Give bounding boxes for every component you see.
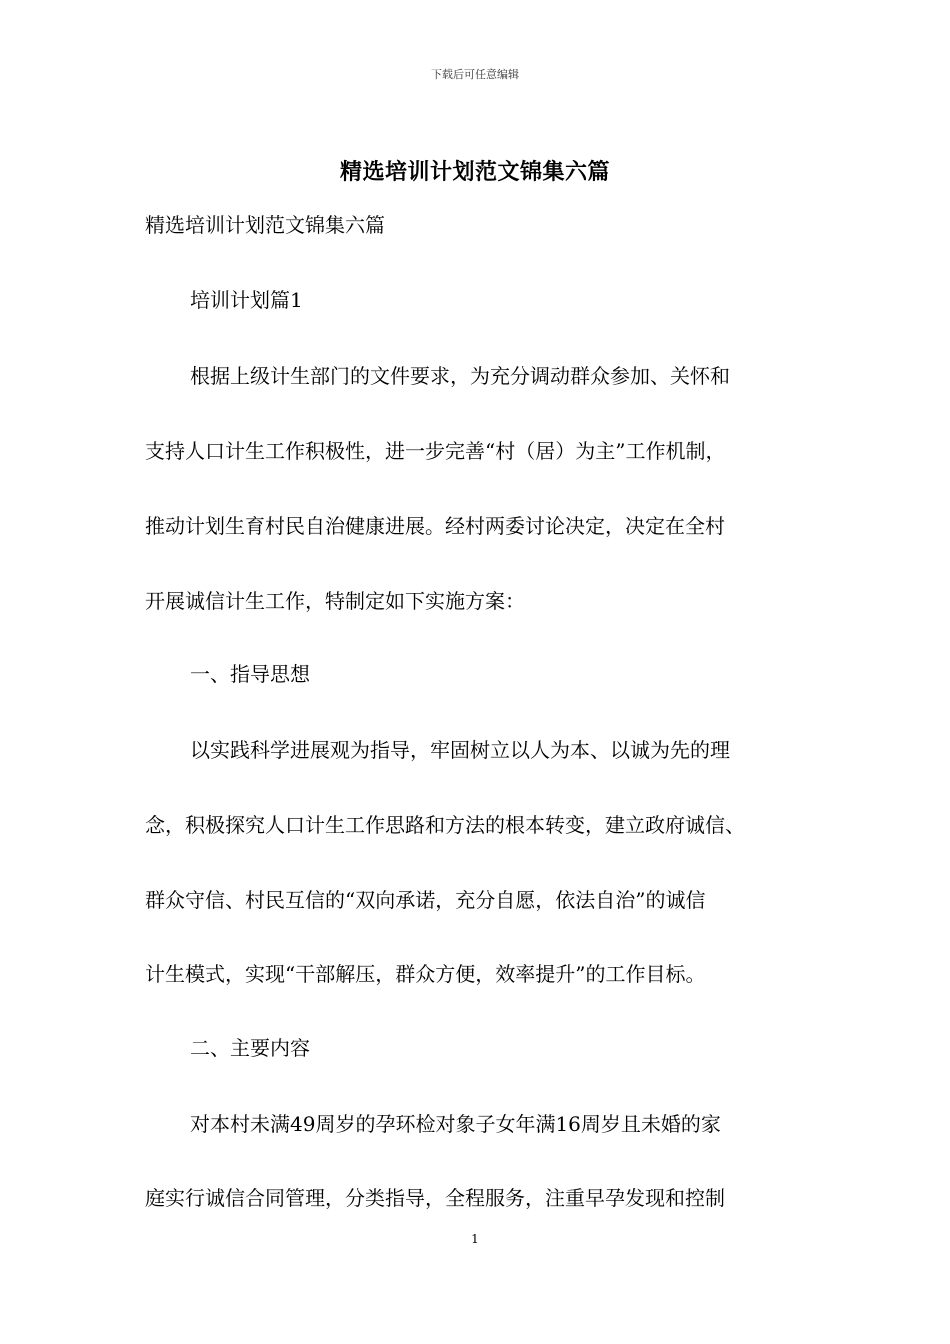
paragraph-line: 庭实行诚信合同管理，分类指导，全程服务，注重早孕发现和控制 (145, 1186, 725, 1210)
header-note: 下载后可任意编辑 (431, 68, 519, 81)
section-heading: 一、指导思想 (190, 662, 310, 686)
paragraph-line: 根据上级计生部门的文件要求，为充分调动群众参加、关怀和 (190, 364, 730, 388)
section-heading: 二、主要内容 (190, 1036, 310, 1060)
paragraph-line: 对本村未满49周岁的孕环检对象子女年满16周岁且未婚的家 (190, 1112, 721, 1136)
page-number: 1 (471, 1232, 479, 1246)
paragraph-line: 群众守信、村民互信的“双向承诺，充分自愿，依法自治”的诚信 (145, 888, 706, 912)
section-heading: 培训计划篇1 (190, 288, 303, 312)
document-title: 精选培训计划范文锦集六篇 (339, 159, 610, 185)
paragraph-line: 支持人口计生工作积极性，进一步完善“村（居）为主”工作机制， (145, 439, 726, 463)
paragraph-line: 以实践科学进展观为指导，牢固树立以人为本、以诚为先的理 (190, 738, 730, 762)
subtitle-line: 精选培训计划范文锦集六篇 (145, 213, 385, 237)
paragraph-line: 计生模式，实现“干部解压，群众方便，效率提升”的工作目标。 (145, 962, 706, 986)
paragraph-line: 开展诚信计生工作，特制定如下实施方案： (145, 589, 525, 613)
paragraph-line: 推动计划生育村民自治健康进展。经村两委讨论决定，决定在全村 (145, 514, 725, 538)
paragraph-line: 念，积极探究人口计生工作思路和方法的根本转变，建立政府诚信、 (145, 813, 745, 837)
